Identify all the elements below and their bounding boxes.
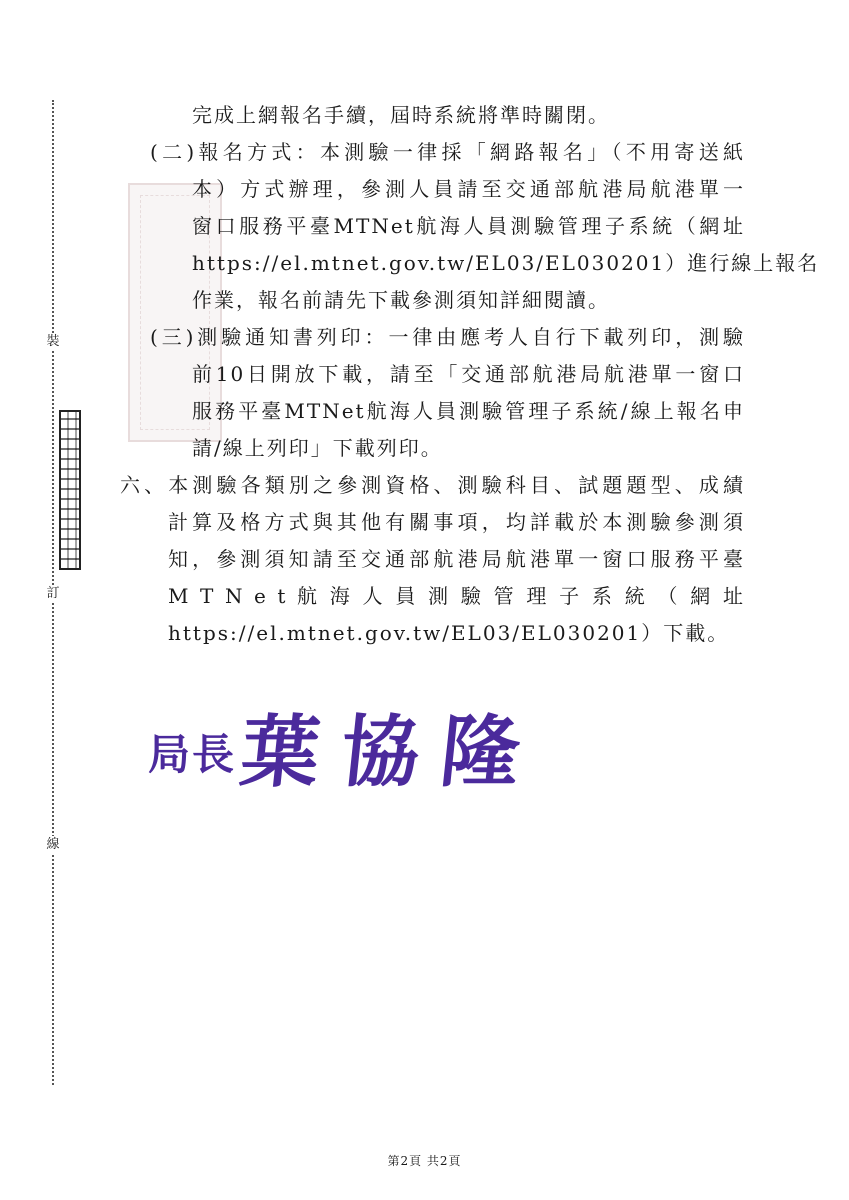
body-line: 本）方式辦理，參測人員請至交通部航港局航港單一 bbox=[192, 177, 745, 201]
body-line: 窗口服務平臺MTNet航海人員測驗管理子系統（網址 bbox=[192, 214, 745, 238]
margin-seal-stamp bbox=[59, 410, 81, 570]
body-line: 完成上網報名手續，屆時系統將準時關閉。 bbox=[192, 103, 610, 127]
body-line: https://el.mtnet.gov.tw/EL03/EL030201）下載。 bbox=[168, 621, 730, 645]
body-line: 作業，報名前請先下載參測須知詳細閱讀。 bbox=[192, 288, 610, 312]
body-line: 請/線上列印」下載列印。 bbox=[192, 436, 443, 460]
body-line: 六、本測驗各類別之參測資格、測驗科目、試題題型、成績 bbox=[120, 473, 745, 497]
binding-label-bottom: 線 bbox=[46, 837, 60, 852]
page-number: 第2頁 共2頁 bbox=[387, 1154, 462, 1168]
signature-title: 局長 bbox=[148, 730, 237, 779]
body-line: 前10日開放下載，請至「交通部航港局航港單一窗口 bbox=[192, 362, 745, 386]
binding-label-middle: 訂 bbox=[46, 586, 60, 601]
body-line: 計算及格方式與其他有關事項，均詳載於本測驗參測須 bbox=[168, 510, 745, 534]
body-line: (三)測驗通知書列印：一律由應考人自行下載列印，測驗 bbox=[150, 325, 745, 349]
body-line: 知，參測須知請至交通部航港局航港單一窗口服務平臺 bbox=[168, 547, 745, 571]
document-body bbox=[120, 97, 820, 652]
director-signature-seal bbox=[148, 690, 546, 802]
body-line: M T N e t 航 海 人 員 測 驗 管 理 子 系 統 （ 網 址 bbox=[168, 584, 745, 608]
binding-label-top: 裝 bbox=[46, 334, 60, 349]
body-line: https://el.mtnet.gov.tw/EL03/EL030201）進行線上報名 bbox=[192, 251, 820, 275]
body-line: 服務平臺MTNet航海人員測驗管理子系統/線上報名申 bbox=[192, 399, 745, 423]
body-line: (二)報名方式：本測驗一律採「網路報名」（不用寄送紙 bbox=[150, 140, 745, 164]
signature-name: 葉協隆 bbox=[236, 707, 546, 798]
